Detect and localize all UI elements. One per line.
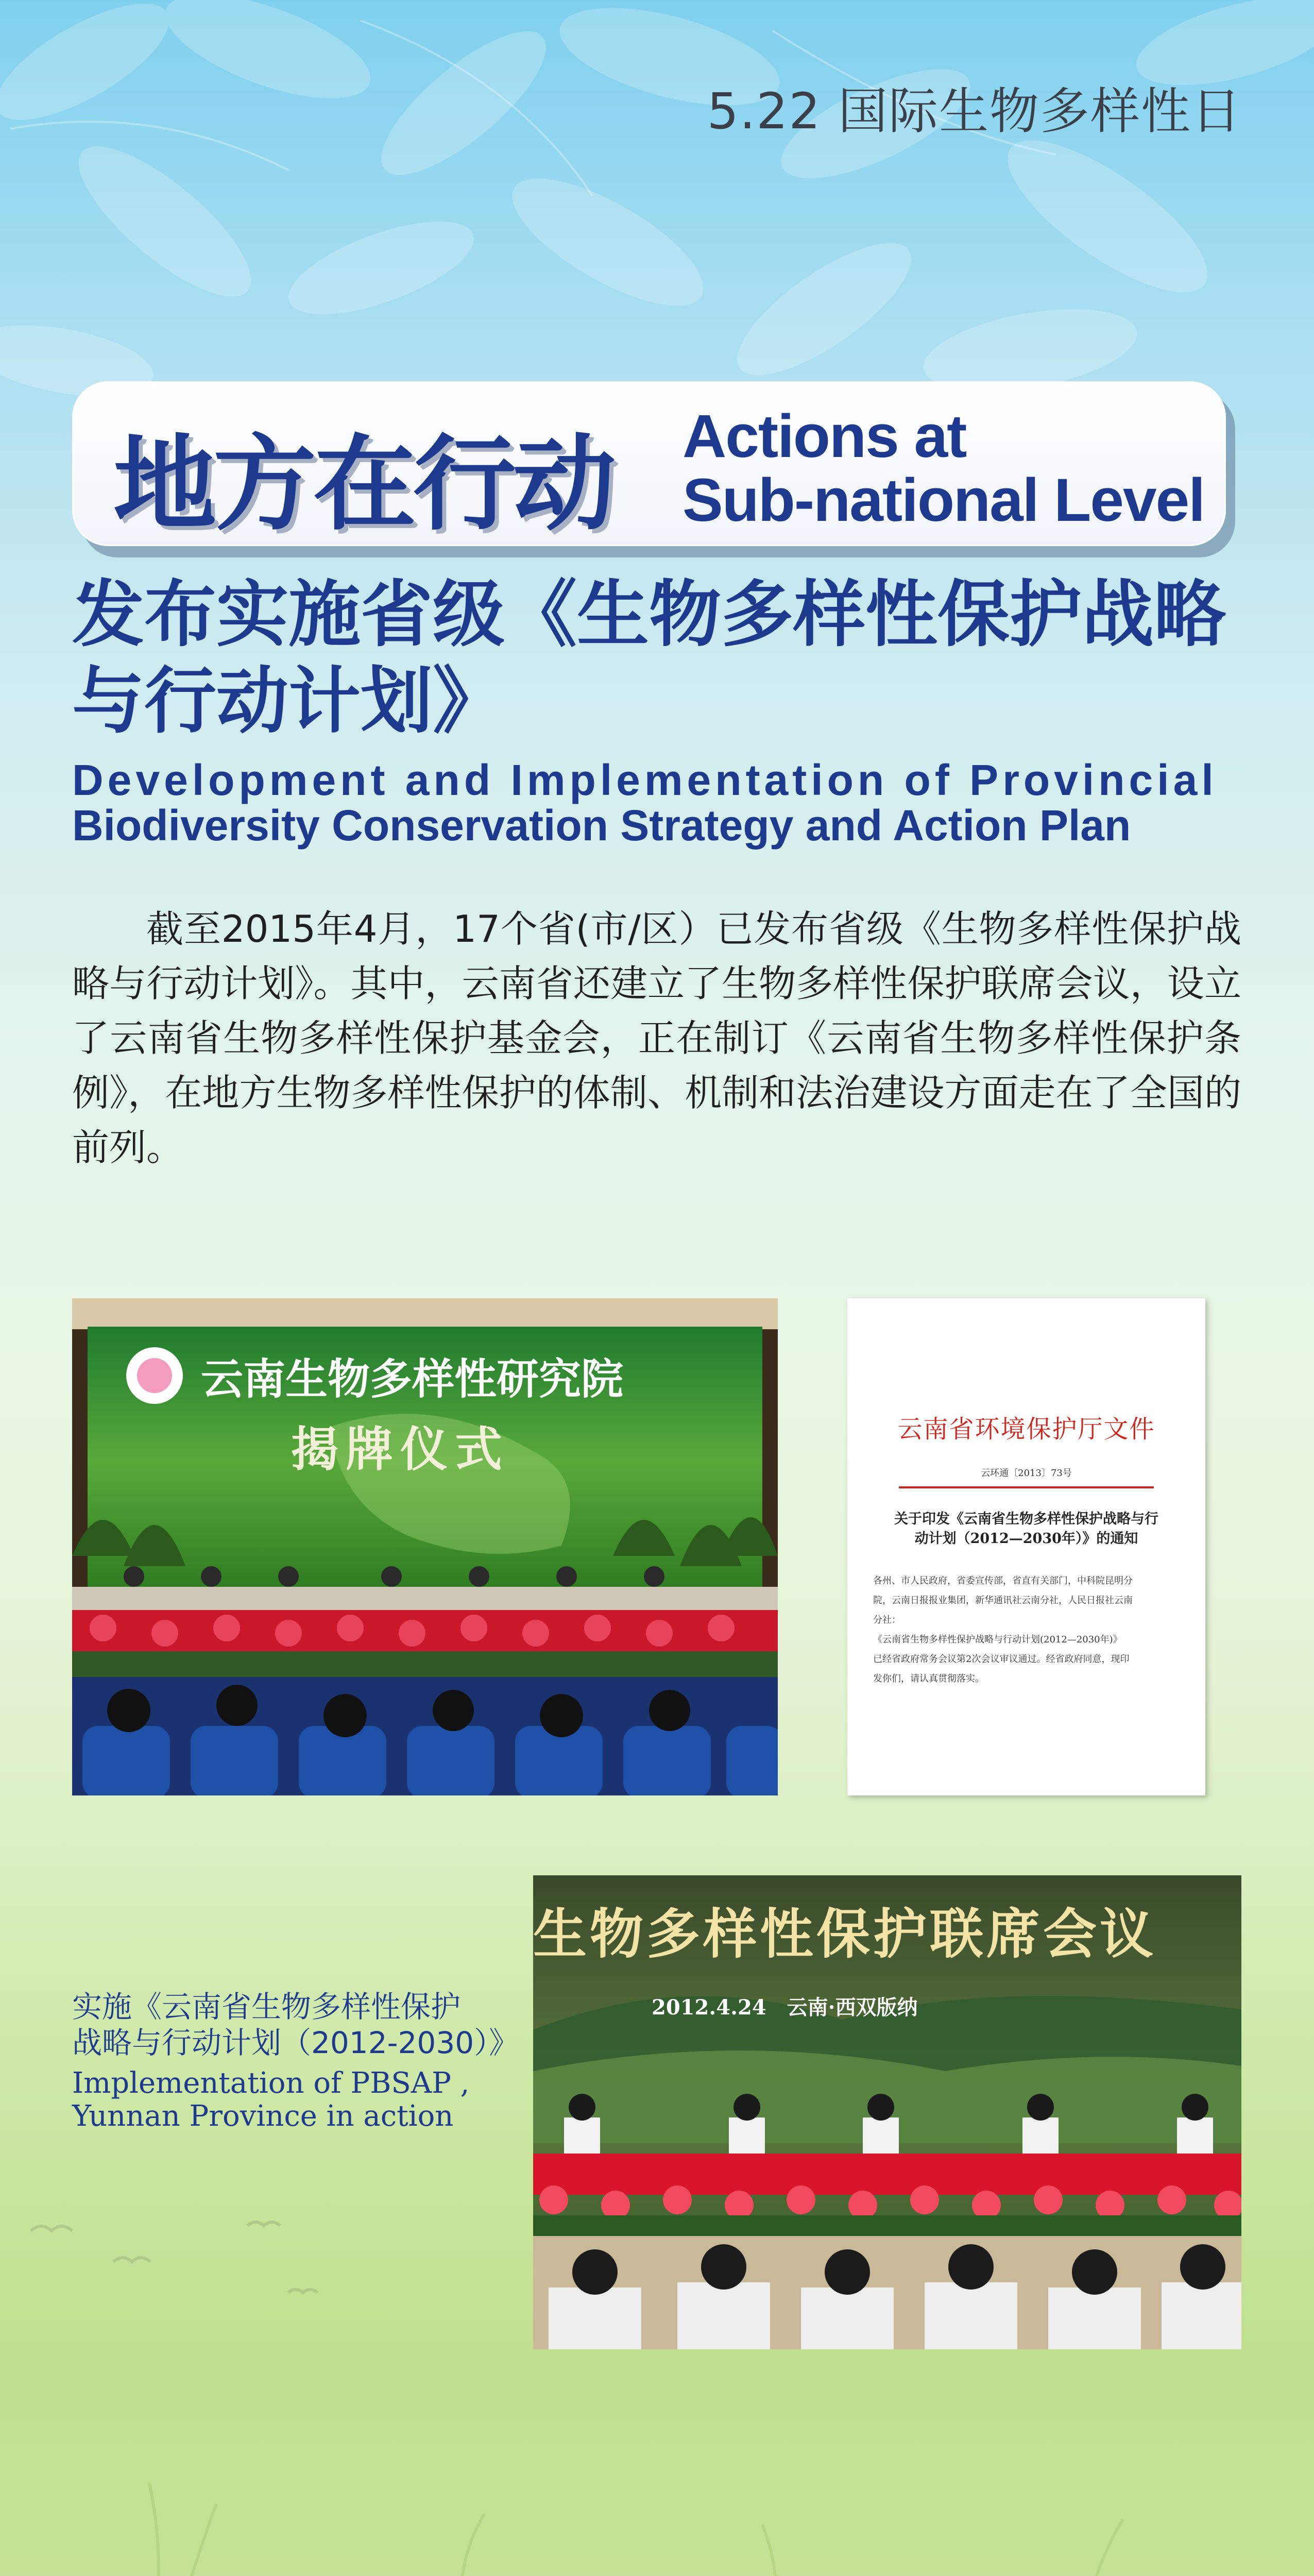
document-number: 云环通〔2013〕73号 [981, 1468, 1072, 1479]
body-paragraph: 截至2015年4月，17个省(市/区）已发布省级《生物多样性保护战略与行动计划》。其中，云南省还建立了生物多样性保护联席会议，设立了云南省生物多样性保护基金会，正在制订《云南省生物多样性保护条例》，在地方生物多样性保护的体制、机制和法治建设方面走在了全国的前列。 [72, 907, 1241, 1169]
caption-cn-line2: 战略与行动计划（2012-2030）》 [72, 2025, 519, 2060]
meeting-banner-title: 生物多样性保护联席会议 [533, 1902, 1157, 1965]
document-body-line: 发你们，请认真贯彻落实。 [873, 1673, 984, 1684]
document-subject: 关于印发《云南省生物多样性保护战略与行动计划（2012—2030年）》的通知 [894, 1511, 1158, 1547]
section-heading-en [72, 757, 1267, 848]
caption-cn-line1: 实施《云南省生物多样性保护 [72, 1989, 461, 2024]
document-body-line: 已经省政府常务会议第2次会议审议通过。经省政府同意，现印 [873, 1654, 1130, 1665]
grass-decoration [0, 2318, 1314, 2576]
banner-title-cn: 地方在行动 [113, 425, 613, 545]
document-body-line: 各州、市人民政府，省委宣传部，省直有关部门，中科院昆明分 [873, 1575, 1133, 1586]
unveiling-ceremony-photo [72, 1298, 778, 1795]
meeting-banner-date: 2012.4.24 云南·西双版纳 [652, 1995, 918, 2020]
document-body-line: 分社： [873, 1615, 901, 1625]
official-document-image [847, 1298, 1205, 1795]
banner-title-en-line1: Actions at [682, 402, 966, 470]
ceremony-photo-graphic [72, 1298, 778, 1795]
document-body [873, 1571, 1180, 1689]
banner-title-en [682, 404, 1204, 532]
event-date-title: 5.22 国际生物多样性日 [707, 82, 1242, 140]
section-banner [72, 381, 1226, 546]
caption-en-line1: Implementation of PBSAP , [72, 2066, 470, 2100]
ceremony-banner-line1: 云南生物多样性研究院 [201, 1354, 624, 1404]
document-title: 云南省环境保护厅文件 [897, 1415, 1155, 1444]
joint-meeting-photo [533, 1875, 1241, 2349]
caption-en-line2: Yunnan Province in action [72, 2099, 454, 2133]
meeting-photo-graphic [533, 1875, 1241, 2349]
photo-caption [72, 1989, 536, 2133]
section-heading-en-line2: Biodiversity Conservation Strategy and Action Plan [72, 801, 1131, 850]
document-body-line: 院，云南日报报业集团，新华通讯社云南分社，人民日报社云南 [873, 1595, 1133, 1606]
document-red-rule [899, 1486, 1154, 1488]
ceremony-banner-line2: 揭牌仪式 [291, 1421, 510, 1477]
document-body-line: 《云南省生物多样性保护战略与行动计划(2012—2030年)》 [873, 1634, 1122, 1645]
section-heading-en-line1: Development and Implementation of Provincial [72, 756, 1218, 804]
banner-title-en-line2: Sub-national Level [682, 466, 1205, 534]
section-heading-cn: 发布实施省级《生物多样性保护战略与行动计划》 [72, 573, 1226, 743]
